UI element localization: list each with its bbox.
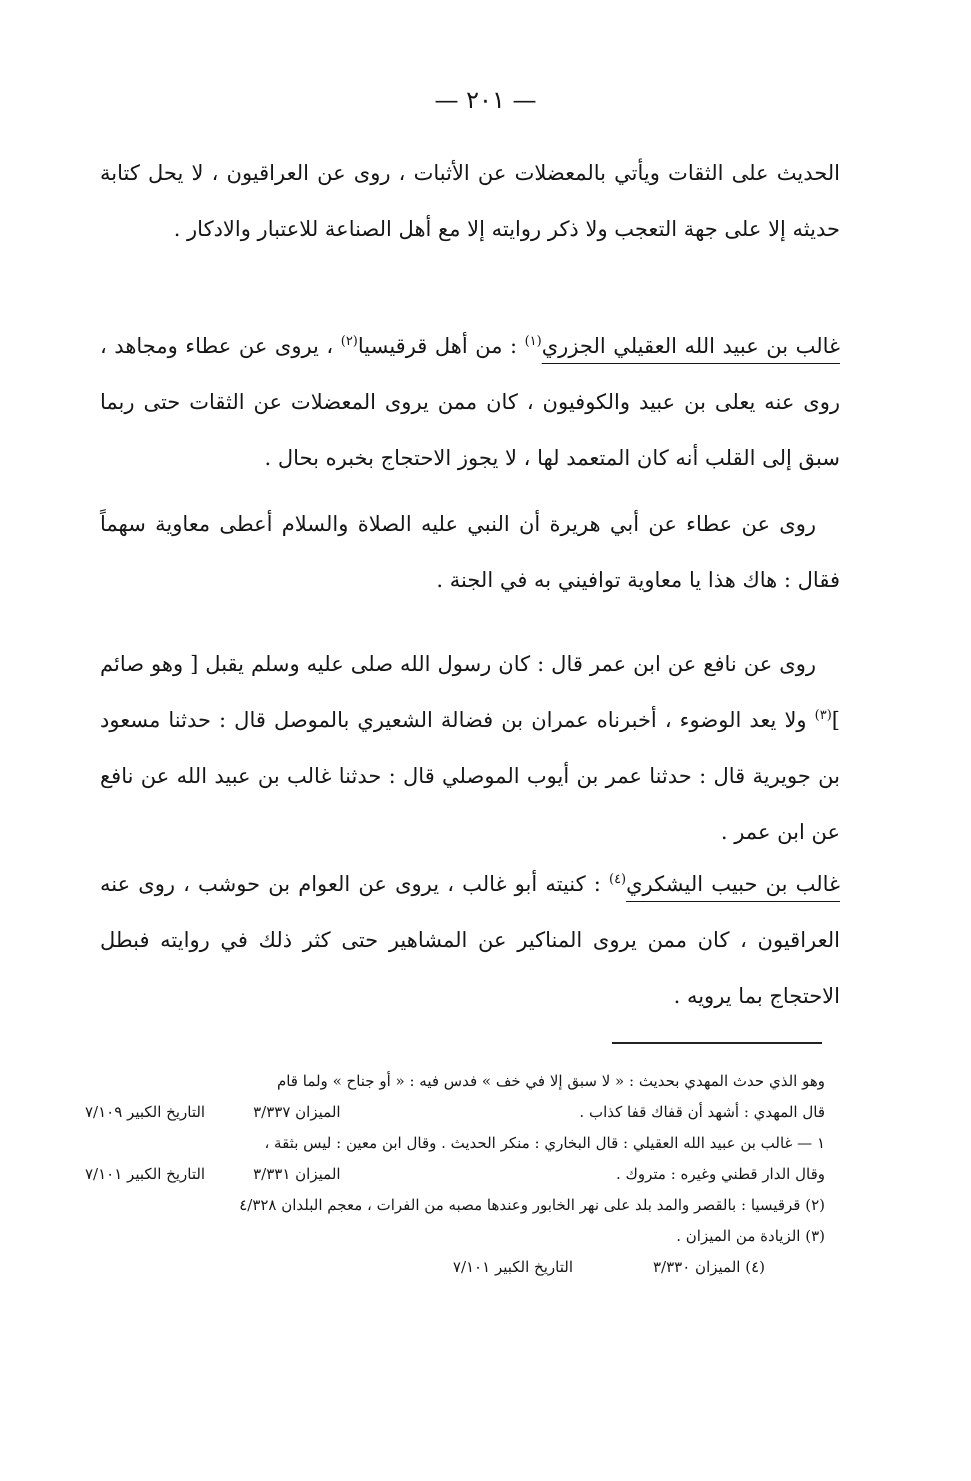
footnote-text: ١ — غالب بن عبيد الله العقيلي : قال البخاري : منكر الحديث . وقال ابن معين : ليس بثقة ، bbox=[264, 1134, 825, 1152]
footnote-line bbox=[85, 1190, 825, 1221]
footnote-reference: التاريخ الكبير ٧/١٠١ bbox=[452, 1258, 573, 1276]
page-number: — ٢٠١ — bbox=[434, 86, 537, 114]
footnote-text: قال المهدي : أشهد أن قفاك قفا كذاب . bbox=[579, 1103, 825, 1121]
footnote-text: (٢) قرقيسيا : بالقصر والمد بلد على نهر الخابور وعندها مصبه من الفرات ، معجم البلدان ٤/٣٢٨ bbox=[239, 1196, 825, 1214]
footnote-line bbox=[85, 1066, 825, 1097]
footnote-text: (٣) الزيادة من الميزان . bbox=[676, 1227, 825, 1245]
paragraph-2-text-a: : من أهل قرقيسيا bbox=[357, 334, 525, 358]
paragraph-5 bbox=[100, 856, 840, 1024]
footnote-reference: التاريخ الكبير ٧/١٠٩ bbox=[85, 1103, 206, 1121]
footnote-text: وهو الذي حدث المهدي بحديث : « لا سبق إلا في خف » فدس فيه : « أو جناح » ولما قام bbox=[276, 1072, 825, 1090]
footnote-ref-4[interactable]: (٤) bbox=[608, 872, 627, 887]
paragraph-4-text-a: روى عن نافع عن ابن عمر قال : كان رسول الله صلى عليه وسلم يقبل [ وهو صائم ] bbox=[100, 652, 840, 732]
footnote-ref-2[interactable]: (٢) bbox=[340, 334, 358, 349]
paragraph-4-text-b: ولا يعد الوضوء ، أخبرناه عمران بن فضالة الشعيري بالموصل قال : حدثنا مسعود بن جويرية قال : حدثنا عمر بن أيوب الموصلي قال : حدثنا غالب بن عبيد الله عن نافع عن ابن عمر . bbox=[100, 708, 840, 844]
footnote-line bbox=[85, 1128, 825, 1159]
footnote-separator bbox=[612, 1042, 822, 1044]
paragraph-5-text: : كنيته أبو غالب ، يروى عن العوام بن حوشب ، روى عنه العراقيون ، كان ممن يروى المناكير عن المشاهير حتى كثر ذلك في روايته فبطل الاحتجاج بما يرويه . bbox=[100, 872, 840, 1008]
footnote-line bbox=[85, 1097, 825, 1128]
paragraph-3 bbox=[100, 496, 840, 608]
footnote-reference: الميزان ٣/٣٣٧ bbox=[253, 1103, 341, 1121]
footnote-ref-1[interactable]: (١) bbox=[524, 334, 542, 349]
paragraph-1-text: الحديث على الثقات ويأتي بالمعضلات عن الأثبات ، روى عن العراقيون ، لا يحل كتابة حديثه إلا على جهة التعجب ولا ذكر روايته إلا مع أهل الصناعة للاعتبار والادكار . bbox=[100, 161, 840, 241]
paragraph-4 bbox=[100, 636, 840, 860]
footnote-line bbox=[85, 1221, 825, 1252]
footnote-line bbox=[85, 1252, 825, 1283]
paragraph-1 bbox=[100, 145, 840, 257]
entry-heading-ghalib-ubaidullah: غالب بن عبيد الله العقيلي الجزري bbox=[541, 334, 841, 358]
footnote-reference: الميزان ٣/٣٣١ bbox=[253, 1165, 341, 1183]
footnote-reference: (٤) الميزان ٣/٣٣٠ bbox=[653, 1258, 765, 1276]
footnotes bbox=[85, 1066, 825, 1283]
footnote-reference: التاريخ الكبير ٧/١٠١ bbox=[85, 1165, 206, 1183]
paragraph-2-text-b: ، يروى عن عطاء ومجاهد ، روى عنه يعلى بن عبيد والكوفيون ، كان ممن يروى المعضلات عن الثقات حتى ربما سبق إلى القلب أنه كان المتعمد لها ، لا يجوز الاحتجاج بخبره بحال . bbox=[100, 334, 840, 470]
paragraph-2 bbox=[100, 318, 840, 486]
footnote-text: وقال الدار قطني وغيره : متروك . bbox=[615, 1165, 825, 1183]
paragraph-3-text: روى عن عطاء عن أبي هريرة أن النبي عليه الصلاة والسلام أعطى معاوية سهماً فقال : هاك هذا يا معاوية توافيني به في الجنة . bbox=[100, 512, 840, 592]
footnote-ref-3[interactable]: (٣) bbox=[814, 708, 832, 723]
footnote-line bbox=[85, 1159, 825, 1190]
entry-heading-ghalib-habib: غالب بن حبيب اليشكري bbox=[626, 872, 840, 896]
